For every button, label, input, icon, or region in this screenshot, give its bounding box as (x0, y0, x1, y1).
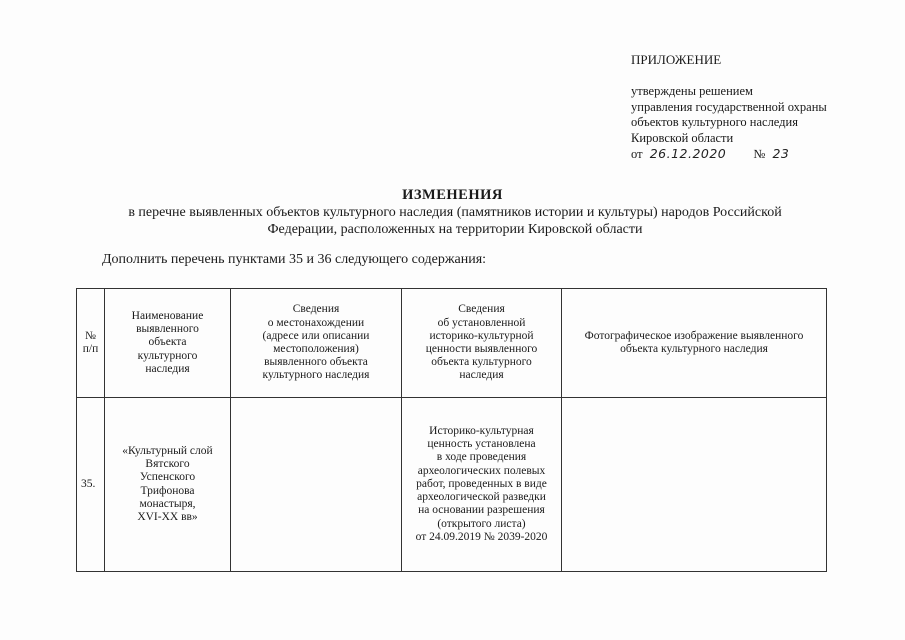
intro-text: Дополнить перечень пунктами 35 и 36 следующего содержания: (102, 252, 487, 267)
approval-line: объектов культурного наследия (631, 115, 798, 129)
header-cell-number (77, 289, 105, 398)
header-cell-location (231, 289, 402, 398)
appendix-label: ПРИЛОЖЕНИЕ (631, 52, 722, 67)
cell-text-line: Наименование (131, 309, 204, 322)
cell-text-line: Сведения (458, 303, 505, 316)
cell-text-line: культурного (137, 349, 198, 362)
cell-text-line: ценность установлена (427, 438, 536, 451)
cell-text-line: XVI-XX вв» (137, 510, 198, 523)
cell-text-line: от 24.09.2019 № 2039-2020 (415, 530, 548, 543)
cell-text-line: Сведения (292, 303, 340, 316)
cell-text-line: выявленного объекта (264, 356, 368, 369)
approval-line: утверждены решением (631, 84, 753, 98)
cell-text-line: археологической разведки (417, 491, 546, 504)
cell-text-line: Вятского (145, 458, 190, 471)
row-number-cell (77, 398, 105, 572)
approval-block (631, 84, 827, 163)
approval-line: Кировской области (631, 130, 734, 145)
subtitle-line: в перечне выявленных объектов культурного наследия (памятников истории и культуры) народов Российской (128, 205, 782, 220)
cell-text-line: об установленной (437, 316, 526, 329)
cell-text-line: монастыря, (139, 497, 196, 510)
number-label: № (753, 147, 766, 161)
cell-text-line: (адресе или описании (262, 329, 370, 342)
ot-label: от (631, 147, 643, 161)
cell-text-line: на основании разрешения (418, 504, 545, 517)
cell-text-line: п/п (82, 343, 99, 355)
cell-text-line: Трифонова (140, 484, 195, 497)
cell-text-line: объекта культурного наследия (620, 343, 768, 355)
cell-text-line: (открытого листа) (437, 517, 526, 530)
row-name-cell (105, 398, 231, 572)
cell-text-line: о местонахождении (267, 316, 365, 329)
table-row (77, 398, 827, 572)
cell-text-line: местоположения) (273, 343, 359, 355)
cell-text-line: Успенского (139, 471, 196, 484)
handwritten-date: 26.12.2020 (649, 146, 727, 161)
cell-text-line: «Культурный слой (122, 444, 213, 457)
row-number: 35. (81, 477, 96, 490)
cell-text-line: объекта (148, 336, 187, 349)
heritage-table (76, 288, 827, 572)
cell-text-line: культурного наследия (262, 369, 370, 382)
row-location-cell (231, 398, 402, 572)
document-subtitle (90, 204, 820, 238)
cell-text-line: выявленного (136, 323, 199, 336)
header-cell-name (105, 289, 231, 398)
cell-text-line: в ходе проведения (436, 451, 527, 464)
handwritten-number: 23 (772, 146, 790, 161)
cell-text-line: работ, проведенных в виде (416, 477, 547, 490)
cell-text-line: историко-культурной (429, 329, 534, 342)
row-photo-cell (562, 398, 827, 572)
row-value-cell (402, 398, 562, 572)
cell-text-line: наследия (145, 362, 190, 375)
cell-text-line: Фотографическое изображение выявленного (584, 329, 804, 342)
cell-text-line: объекта культурного (431, 356, 532, 369)
cell-text-line: № (85, 329, 96, 342)
header-cell-photo (562, 289, 827, 398)
cell-text-line: ценности выявленного (425, 343, 538, 355)
header-cell-value (402, 289, 562, 398)
table-header-row (77, 289, 827, 398)
cell-text-line: археологических полевых (417, 464, 546, 477)
approval-line: управления государственной охраны (631, 99, 827, 114)
cell-text-line: Историко-культурная (429, 425, 534, 438)
document-title: ИЗМЕНЕНИЯ (402, 187, 503, 203)
cell-text-line: наследия (459, 369, 504, 382)
subtitle-line: Федерации, расположенных на территории Кировской области (267, 222, 643, 237)
approval-date-line (631, 146, 827, 163)
